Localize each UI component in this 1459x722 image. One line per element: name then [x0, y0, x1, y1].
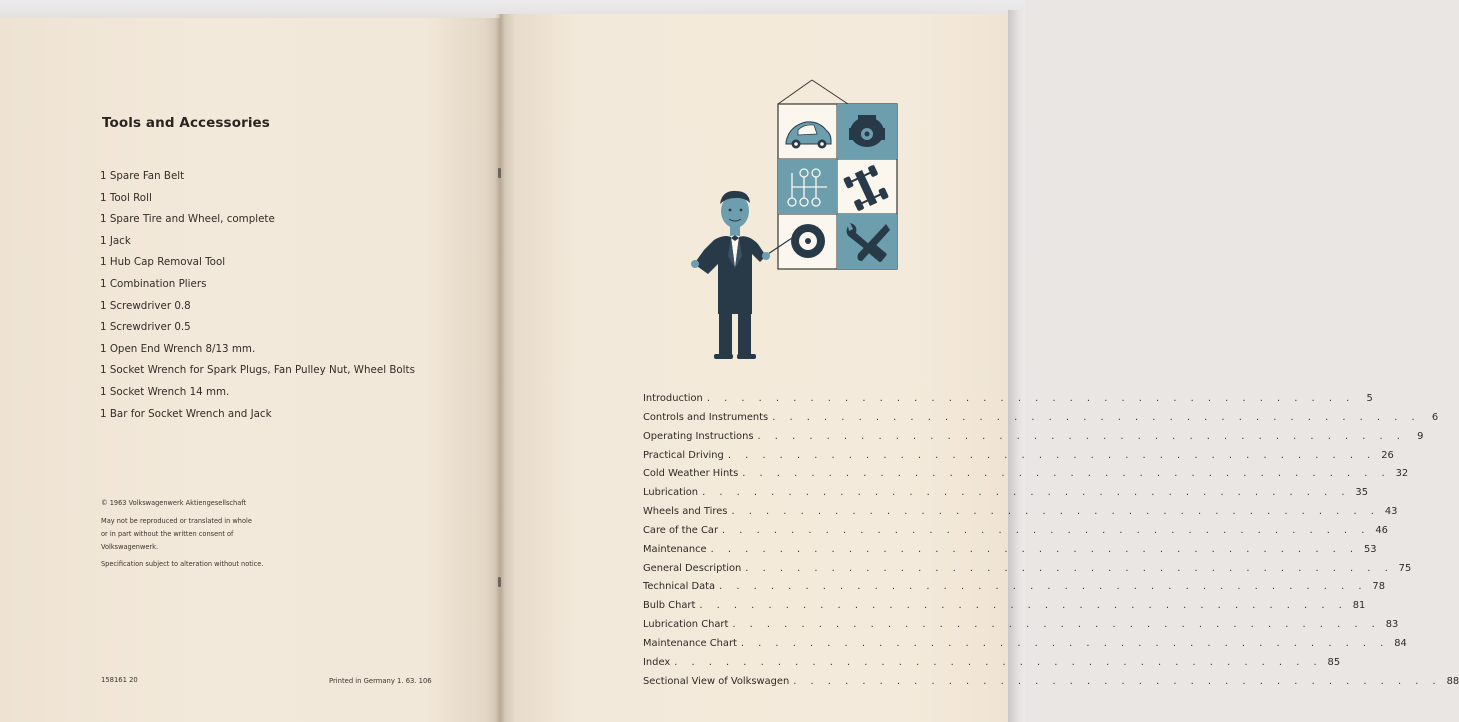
- printed-in-line: Printed in Germany 1. 63. 106: [329, 677, 432, 685]
- staple: [498, 577, 501, 587]
- toc-leader-dots: . . . . . . . . . . . . . . . . . . . . . . . . . . . . . . . . . . . . . .: [772, 411, 1421, 423]
- toc-entry[interactable]: [643, 428, 1424, 447]
- toc-label: Technical Data: [643, 581, 716, 593]
- toc-page-number: 5: [1366, 393, 1373, 404]
- toc-label: Controls and Instruments: [643, 411, 769, 423]
- tool-item: 1 Combination Pliers: [100, 277, 207, 290]
- toc-page-number: 81: [1352, 600, 1366, 612]
- toc-leader-dots: . . . . . . . . . . . . . . . . . . . . . . . . . . . . . . . . . . . . . .: [710, 543, 1359, 555]
- toc-page-number: 6: [1431, 411, 1439, 423]
- tool-item: 1 Tool Roll: [100, 191, 152, 204]
- toc-label: Lubrication: [643, 487, 699, 499]
- toc-entry[interactable]: [643, 409, 1439, 428]
- tool-item: 1 Socket Wrench 14 mm.: [100, 385, 230, 398]
- tool-item: 1 Spare Tire and Wheel, complete: [100, 213, 275, 226]
- toc-page-number: 32: [1395, 468, 1409, 480]
- tool-item: 1 Jack: [100, 234, 131, 247]
- toc-label: Cold Weather Hints: [643, 468, 739, 480]
- toc-page-number: 46: [1375, 524, 1388, 536]
- toc-label: Operating Instructions: [643, 430, 754, 442]
- toc-entry[interactable]: [643, 465, 1409, 484]
- toc-page-number: 53: [1363, 543, 1377, 555]
- toc-page-number: 26: [1381, 449, 1394, 461]
- book-gutter: [495, 14, 505, 722]
- toc-label: Lubrication Chart: [643, 619, 729, 631]
- toc-leader-dots: . . . . . . . . . . . . . . . . . . . . . . . . . . . . . . . . . . . . . .: [706, 393, 1355, 404]
- table-of-contents: [643, 390, 1459, 692]
- toc-entry[interactable]: [643, 541, 1377, 560]
- toc-page-number: 9: [1417, 430, 1424, 442]
- tool-item: 1 Screwdriver 0.8: [100, 299, 191, 312]
- toc-entry[interactable]: [643, 673, 1459, 692]
- notice-line: or in part without the written consent of: [101, 530, 234, 538]
- presenter-illustration: [686, 78, 902, 368]
- toc-page-number: 43: [1384, 506, 1398, 518]
- tool-item: 1 Bar for Socket Wrench and Jack: [100, 407, 272, 420]
- toc-label: Bulb Chart: [643, 600, 696, 612]
- toc-label: Wheels and Tires: [643, 506, 728, 518]
- toc-leader-dots: . . . . . . . . . . . . . . . . . . . . . . . . . . . . . . . . . . . . . .: [742, 468, 1391, 480]
- toc-entry[interactable]: [643, 503, 1398, 522]
- toc-page-number: 84: [1394, 637, 1407, 649]
- tool-item: 1 Screwdriver 0.5: [100, 321, 191, 334]
- toc-entry[interactable]: [643, 597, 1366, 616]
- tool-item: 1 Hub Cap Removal Tool: [100, 256, 226, 269]
- toc-leader-dots: . . . . . . . . . . . . . . . . . . . . . . . . . . . . . . . . . . . . . .: [674, 656, 1323, 668]
- toc-page-number: 78: [1372, 581, 1385, 593]
- toc-entry[interactable]: [643, 616, 1399, 635]
- tool-item: 1 Open End Wrench 8/13 mm.: [100, 342, 256, 355]
- toc-page-number: 75: [1398, 562, 1412, 574]
- toc-entry[interactable]: [643, 654, 1341, 673]
- notice-line: Volkswagenwerk.: [101, 543, 159, 551]
- tools-list: [100, 166, 415, 425]
- toc-entry[interactable]: [643, 635, 1407, 654]
- toc-leader-dots: . . . . . . . . . . . . . . . . . . . . . . . . . . . . . . . . . . . . . .: [731, 506, 1380, 518]
- toc-leader-dots: . . . . . . . . . . . . . . . . . . . . . . . . . . . . . . . . . . . . . .: [702, 487, 1350, 499]
- page-title: Tools and Accessories: [102, 115, 270, 131]
- toc-entry[interactable]: [643, 578, 1385, 597]
- toc-entry[interactable]: [643, 390, 1373, 409]
- toc-label: General Description: [643, 562, 742, 574]
- toc-label: Maintenance: [643, 543, 707, 555]
- toc-leader-dots: . . . . . . . . . . . . . . . . . . . . . . . . . . . . . . . . . . . . . .: [732, 619, 1381, 631]
- toc-label: Index: [643, 656, 671, 668]
- copyright-line: © 1963 Volkswagenwerk Aktiengesellschaft: [101, 499, 247, 507]
- toc-leader-dots: . . . . . . . . . . . . . . . . . . . . . . . . . . . . . . . . . . . . . .: [722, 524, 1370, 536]
- toc-leader-dots: . . . . . . . . . . . . . . . . . . . . . . . . . . . . . . . . . . . . . .: [793, 675, 1442, 687]
- toc-leader-dots: . . . . . . . . . . . . . . . . . . . . . . . . . . . . . . . . . . . . . .: [740, 637, 1389, 649]
- toc-page-number: 35: [1355, 487, 1368, 499]
- wheel-icon: [791, 224, 825, 258]
- toc-label: Care of the Car: [643, 524, 719, 536]
- legal-notice: [101, 497, 263, 571]
- toc-label: Sectional View of Volkswagen: [643, 675, 790, 687]
- toc-leader-dots: . . . . . . . . . . . . . . . . . . . . . . . . . . . . . . . . . . . . . .: [727, 449, 1376, 461]
- toc-entry[interactable]: [643, 560, 1412, 579]
- toc-page-number: 83: [1385, 619, 1399, 631]
- staple: [498, 168, 501, 178]
- toc-label: Practical Driving: [643, 449, 724, 461]
- toc-entry[interactable]: [643, 522, 1388, 541]
- toc-page-number: 88: [1446, 675, 1459, 687]
- part-number: 158161 20: [101, 676, 138, 684]
- tool-item: 1 Spare Fan Belt: [100, 170, 185, 182]
- toc-entry[interactable]: [643, 484, 1368, 503]
- toc-leader-dots: . . . . . . . . . . . . . . . . . . . . . . . . . . . . . . . . . . . . . .: [719, 581, 1367, 593]
- toc-leader-dots: . . . . . . . . . . . . . . . . . . . . . . . . . . . . . . . . . . . . . .: [757, 430, 1406, 442]
- toc-label: Introduction: [643, 393, 703, 404]
- toc-page-number: 85: [1327, 656, 1341, 668]
- toc-label: Maintenance Chart: [643, 637, 737, 649]
- toc-leader-dots: . . . . . . . . . . . . . . . . . . . . . . . . . . . . . . . . . . . . . .: [699, 600, 1348, 612]
- toc-entry[interactable]: [643, 447, 1394, 466]
- toc-leader-dots: . . . . . . . . . . . . . . . . . . . . . . . . . . . . . . . . . . . . . .: [745, 562, 1394, 574]
- tool-item: 1 Socket Wrench for Spark Plugs, Fan Pulley Nut, Wheel Bolts: [100, 364, 415, 377]
- notice-line: May not be reproduced or translated in whole: [101, 517, 252, 525]
- specification-notice: Specification subject to alteration without notice.: [101, 560, 264, 568]
